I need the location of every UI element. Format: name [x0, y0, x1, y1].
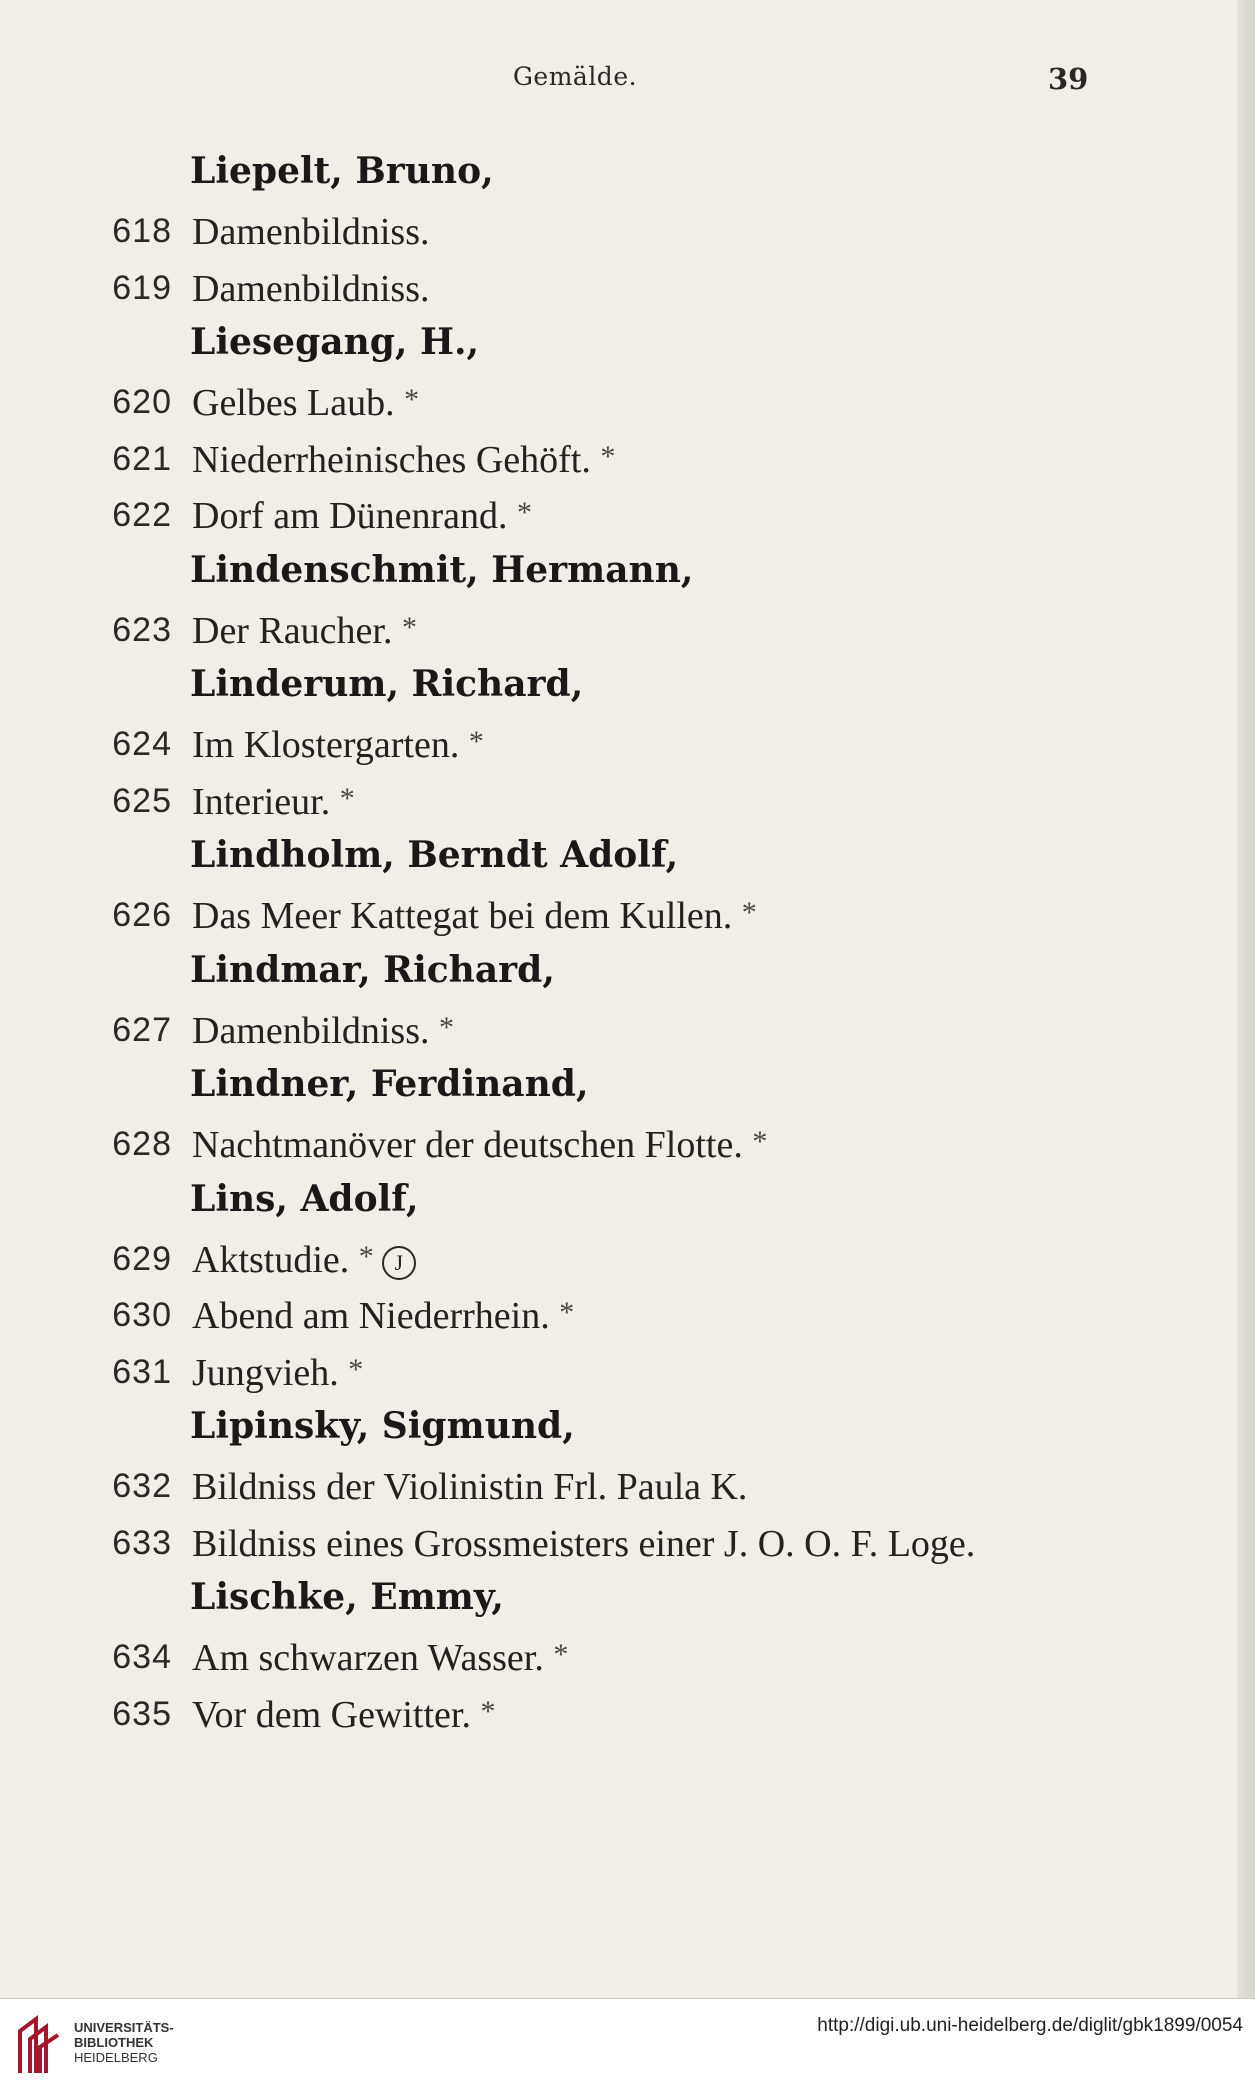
work-title-line: [192, 1238, 416, 1282]
asterisk-mark: *: [553, 1638, 569, 1671]
work-title-line: [192, 267, 429, 311]
work-title: Bildniss eines Grossmeisters einer J. O. O. F. Loge.: [192, 1523, 976, 1565]
work-title: Das Meer Kattegat bei dem Kullen.: [192, 895, 733, 937]
work-title-line: [192, 210, 429, 254]
work-title: Damenbildniss.: [192, 268, 430, 310]
library-name-line: BIBLIOTHEK: [74, 2035, 154, 2050]
library-name-line: HEIDELBERG: [74, 2050, 158, 2065]
artist-name: Liesegang, H.,: [190, 321, 480, 363]
page-number: 39: [1048, 62, 1089, 96]
catalogue-number: 635: [112, 1695, 172, 1733]
library-logo-icon: [14, 2013, 64, 2077]
work-title: Interieur.: [192, 781, 331, 823]
catalogue-number: 631: [112, 1353, 172, 1391]
catalogue-number: 634: [112, 1638, 172, 1676]
artist-name: Lischke, Emmy,: [190, 1576, 504, 1618]
asterisk-mark: *: [468, 725, 484, 758]
work-title-line: [192, 1693, 495, 1737]
work-title-line: [192, 381, 419, 425]
artist-name: Lindmar, Richard,: [190, 949, 555, 991]
work-title: Niederrheinisches Gehöft.: [192, 439, 591, 481]
work-title-line: [192, 1465, 747, 1509]
artist-name: Liepelt, Bruno,: [190, 150, 494, 192]
source-url-link[interactable]: http://digi.ub.uni-heidelberg.de/diglit/gbk1899/0054: [817, 2015, 1243, 2036]
asterisk-mark: *: [517, 496, 533, 529]
work-title-line: [192, 1351, 363, 1395]
work-title-line: [192, 1636, 568, 1680]
catalogue-number: 618: [112, 212, 172, 250]
asterisk-mark: *: [348, 1353, 364, 1386]
work-title: Bildniss der Violinistin Frl. Paula K.: [192, 1466, 748, 1508]
work-title: Gelbes Laub.: [192, 382, 395, 424]
work-title-line: [192, 780, 355, 824]
asterisk-mark: *: [401, 611, 417, 644]
work-title: Am schwarzen Wasser.: [192, 1637, 544, 1679]
asterisk-mark: *: [404, 383, 420, 416]
work-title-line: [192, 1294, 574, 1338]
work-title-line: [192, 1123, 767, 1167]
asterisk-mark: *: [358, 1240, 374, 1273]
asterisk-mark: *: [559, 1296, 575, 1329]
work-title-line: [192, 723, 484, 767]
catalogue-number: 625: [112, 782, 172, 820]
work-title-line: [192, 894, 757, 938]
catalogue-number: 619: [112, 269, 172, 307]
catalogue-number: 620: [112, 383, 172, 421]
work-title: Nachtmanöver der deutschen Flotte.: [192, 1124, 743, 1166]
work-title: Damenbildniss.: [192, 1010, 430, 1052]
asterisk-mark: *: [480, 1695, 496, 1728]
work-title-line: [192, 1522, 975, 1566]
work-title: Damenbildniss.: [192, 211, 430, 253]
asterisk-mark: *: [741, 896, 757, 929]
library-name-line: UNIVERSITÄTS-: [74, 2020, 174, 2035]
artist-name: Lipinsky, Sigmund,: [190, 1405, 575, 1447]
work-title-line: [192, 438, 615, 482]
work-title: Aktstudie.: [192, 1239, 350, 1281]
work-title-line: [192, 609, 417, 653]
page-edge: [1237, 0, 1255, 1998]
work-title: Im Klostergarten.: [192, 724, 460, 766]
running-header: Gemälde.: [512, 62, 638, 91]
catalogue-number: 624: [112, 725, 172, 763]
artist-name: Lindner, Ferdinand,: [190, 1063, 589, 1105]
circled-j-mark: J: [382, 1246, 416, 1280]
asterisk-mark: *: [600, 440, 616, 473]
catalogue-number: 629: [112, 1240, 172, 1278]
catalogue-number: 628: [112, 1125, 172, 1163]
work-title: Dorf am Dünenrand.: [192, 495, 508, 537]
footer-bar: [0, 1998, 1255, 2090]
asterisk-mark: *: [752, 1125, 768, 1158]
artist-name: Lindholm, Berndt Adolf,: [190, 834, 679, 876]
catalogue-number: 627: [112, 1011, 172, 1049]
work-title-line: [192, 494, 532, 538]
artist-name: Lindenschmit, Hermann,: [190, 549, 694, 591]
library-name: [74, 2020, 174, 2065]
artist-name: Linderum, Richard,: [190, 663, 584, 705]
catalogue-number: 621: [112, 440, 172, 478]
asterisk-mark: *: [438, 1011, 454, 1044]
work-title: Jungvieh.: [192, 1352, 339, 1394]
work-title: Vor dem Gewitter.: [192, 1694, 471, 1736]
catalogue-number: 632: [112, 1467, 172, 1505]
catalogue-number: 622: [112, 496, 172, 534]
catalogue-number: 623: [112, 611, 172, 649]
work-title: Abend am Niederrhein.: [192, 1295, 550, 1337]
catalogue-number: 630: [112, 1296, 172, 1334]
work-title-line: [192, 1009, 454, 1053]
catalogue-number: 626: [112, 896, 172, 934]
catalogue-number: 633: [112, 1524, 172, 1562]
artist-name: Lins, Adolf,: [190, 1178, 419, 1220]
asterisk-mark: *: [339, 782, 355, 815]
work-title: Der Raucher.: [192, 610, 393, 652]
